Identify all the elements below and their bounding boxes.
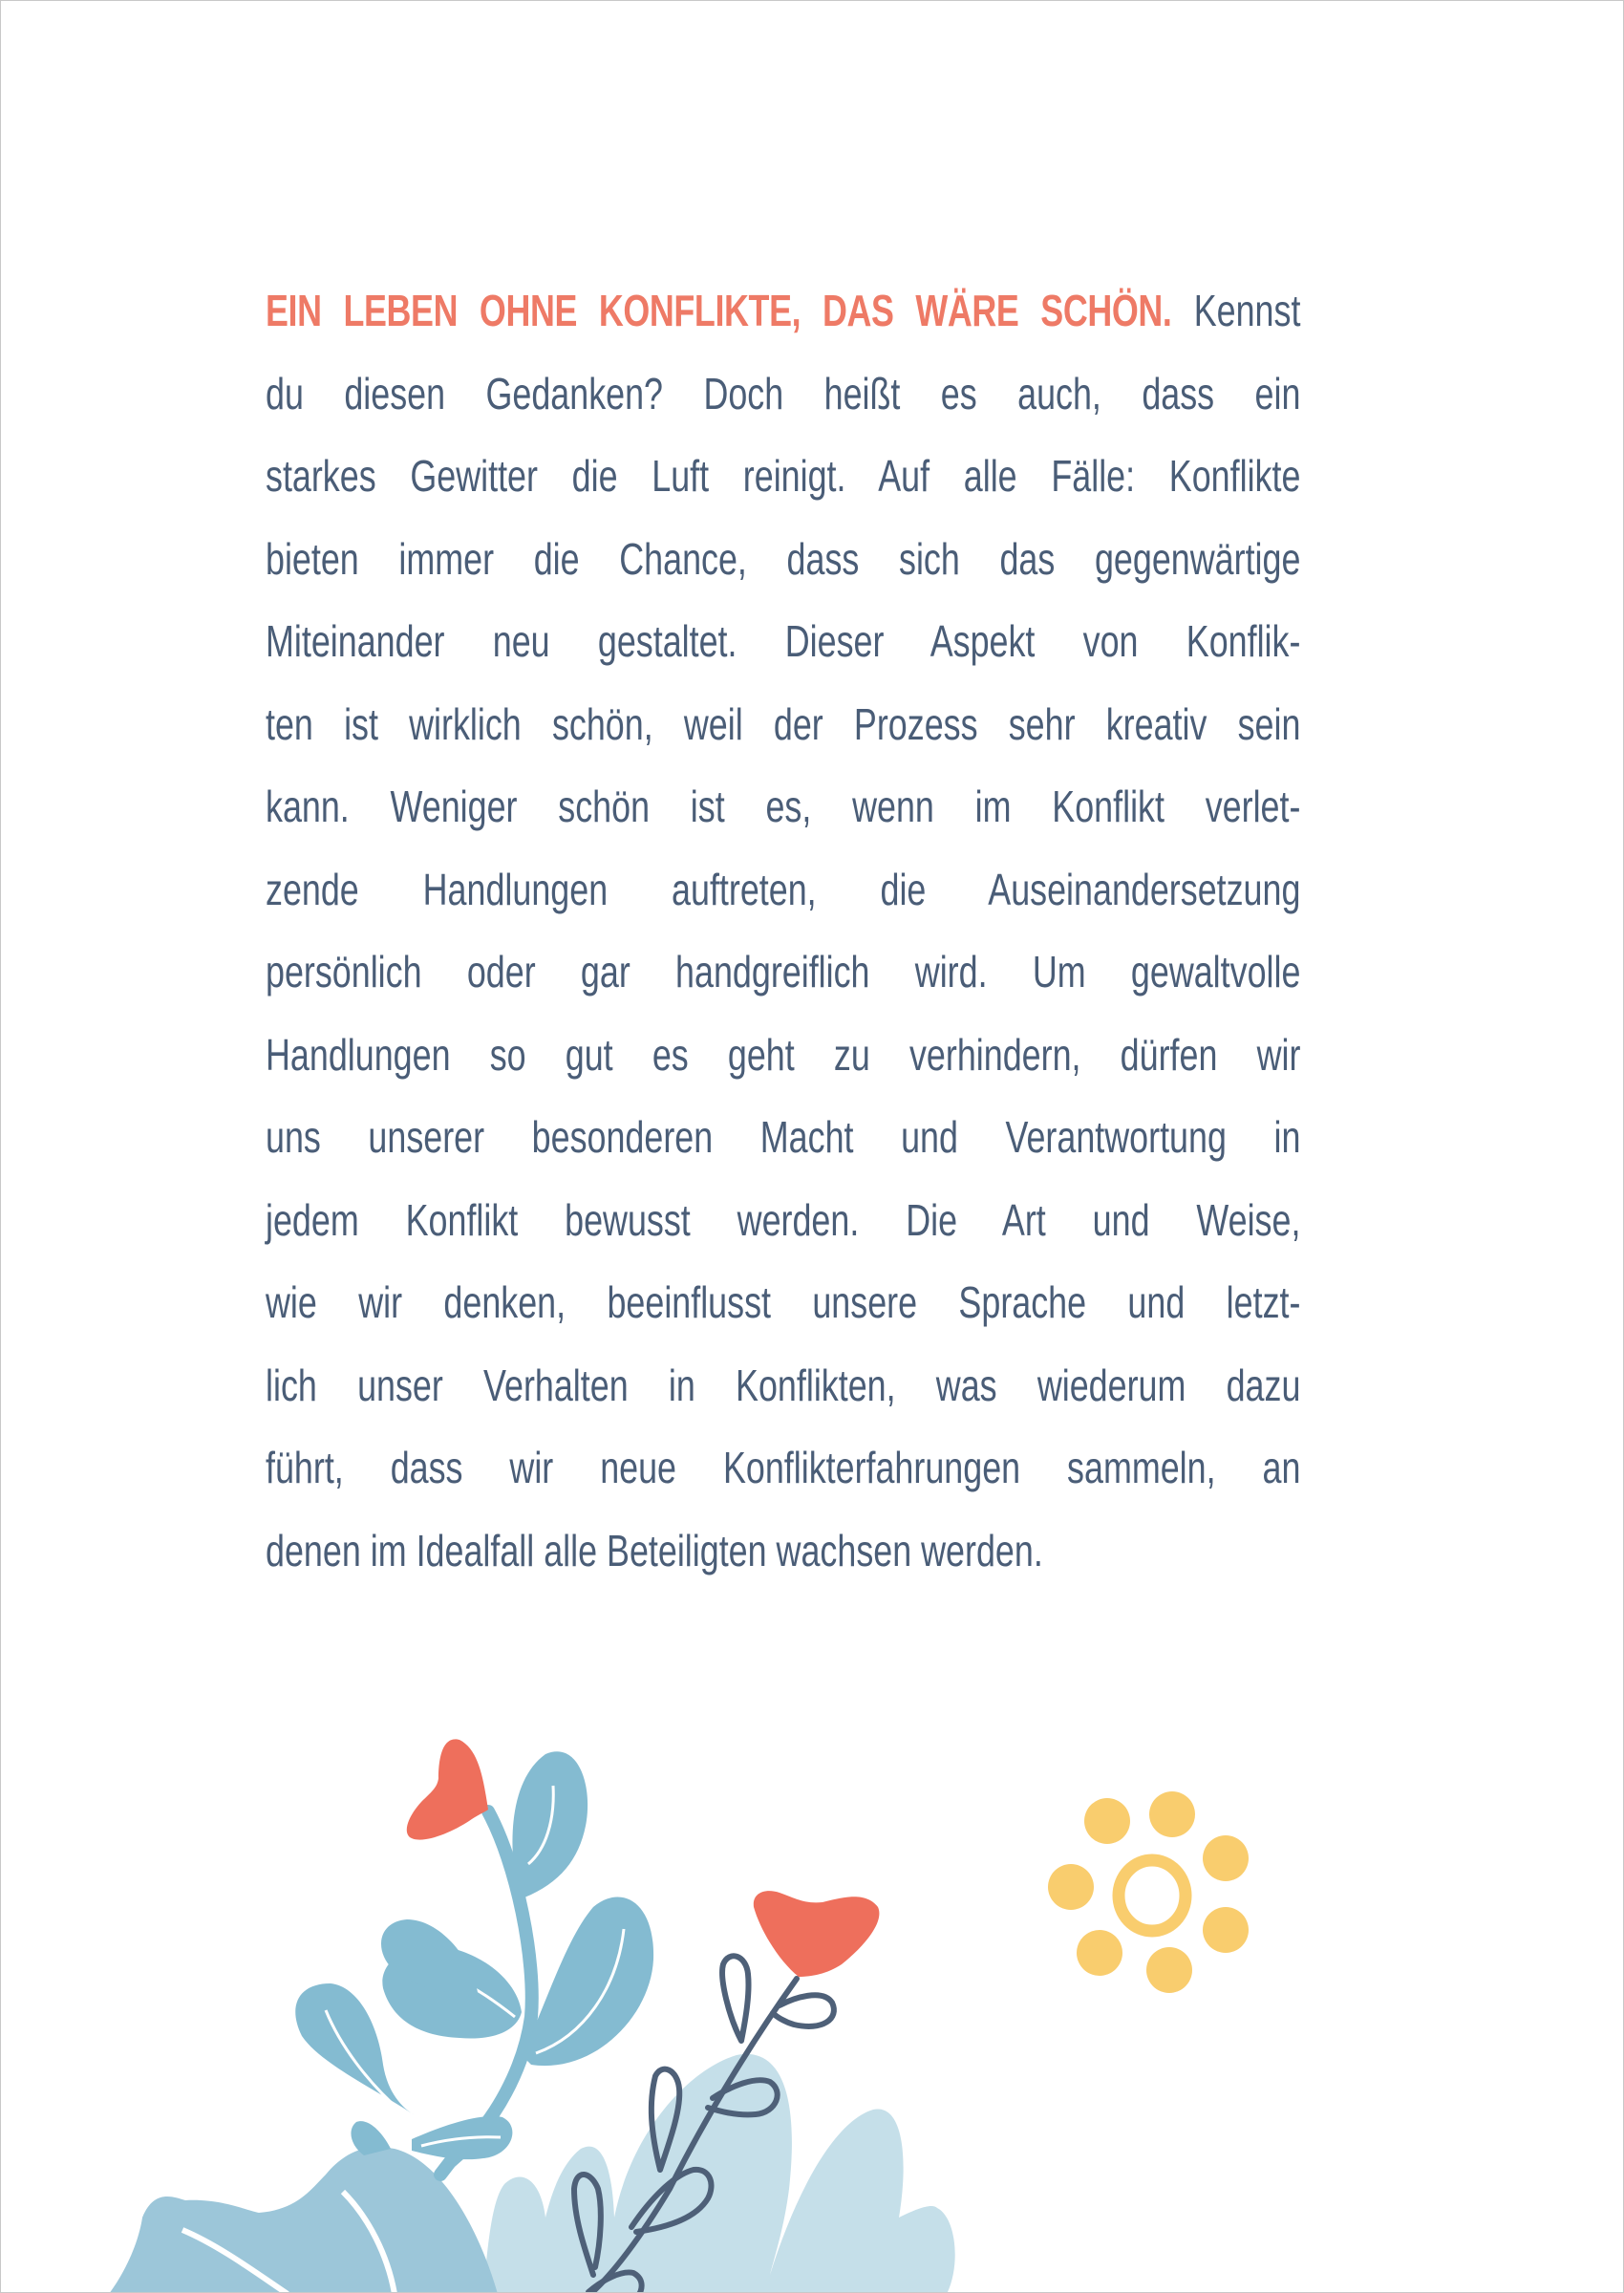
sun-dot	[1084, 1798, 1130, 1844]
text-line: jedem Konflikt bewusst werden. Die Art und Weise,	[266, 1195, 1301, 1245]
text-line-6	[266, 689, 1301, 749]
text-line-4	[266, 524, 1301, 584]
text-line: uns unserer besonderen Macht und Verantwortung in	[266, 1112, 1301, 1162]
sun-dot	[1146, 1947, 1192, 1993]
text-line: führt, dass wir neue Konflikterfahrungen sammeln, an	[266, 1443, 1301, 1492]
coral-flower-left	[407, 1739, 488, 1839]
leaf-small-right	[412, 2116, 512, 2159]
text-line-13	[266, 1267, 1301, 1327]
text-line-10	[266, 1019, 1301, 1080]
plant-stem	[440, 1811, 532, 2175]
text-line-8	[266, 854, 1301, 914]
text-line: denen im Idealfall alle Beteiligten wachsen werden.	[266, 1526, 1043, 1575]
text-line-5	[266, 606, 1301, 666]
text-line: persönlich oder gar handgreiflich wird. Um gewaltvolle	[266, 947, 1301, 996]
text-line: Miteinander neu gestaltet. Dieser Aspekt von Konflik-	[266, 616, 1301, 666]
text-line-12	[266, 1185, 1301, 1245]
sun-dot	[1048, 1864, 1094, 1910]
sun-dot	[1149, 1791, 1195, 1837]
text-line: wie wir denken, beeinflusst unsere Sprache und letzt-	[266, 1277, 1301, 1327]
text-line: lich unser Verhalten in Konflikten, was wiederum dazu	[266, 1361, 1301, 1410]
text-line-15	[266, 1432, 1301, 1492]
text-line: Handlungen so gut es geht zu verhindern, dürfen wir	[266, 1030, 1301, 1080]
leaf-top	[512, 1751, 588, 1897]
text-line-1	[266, 275, 1301, 335]
text-line: ten ist wirklich schön, weil der Prozess sehr kreativ sein	[266, 699, 1301, 749]
text-line-9	[266, 936, 1300, 994]
sun-dot	[1203, 1835, 1249, 1881]
bush-vein	[343, 2192, 395, 2293]
front-bush-shape	[109, 2147, 498, 2293]
sun-ornament	[1048, 1791, 1249, 1993]
text-line: kann. Weniger schön ist es, wenn im Konflikt verlet-	[266, 782, 1301, 831]
light-bush-shape	[483, 2054, 955, 2293]
text-line: zende Handlungen auftreten, die Auseinandersetzung	[266, 865, 1301, 914]
sun-dot	[1077, 1930, 1122, 1976]
text-line: du diesen Gedanken? Doch heißt es auch, dass ein	[266, 369, 1301, 418]
dark-branch	[574, 1956, 834, 2293]
text-line-11	[266, 1102, 1301, 1162]
text-line: starkes Gewitter die Luft reinigt. Auf alle Fälle: Konflikte	[266, 451, 1301, 501]
text-line-16	[266, 1515, 1300, 1573]
leaf-lower-left	[295, 1983, 415, 2115]
leaf-left	[382, 1945, 522, 2039]
leaf-small	[351, 2121, 391, 2155]
text-line-3	[266, 440, 1301, 501]
sun-ring	[1119, 1860, 1186, 1931]
text-line-7	[266, 771, 1301, 831]
leaf-right	[522, 1897, 653, 2066]
coral-flower-right	[754, 1891, 880, 1977]
leaf-mid	[381, 1919, 479, 1998]
text-line: bieten immer die Chance, dass sich das gegenwärtige	[266, 534, 1301, 584]
text-line-2	[266, 358, 1300, 416]
text-line: Kennst	[1193, 286, 1301, 335]
lead-in-heading: EIN LEBEN OHNE KONFLIKTE, DAS WÄRE SCHÖN.	[266, 286, 1172, 335]
text-line-14	[266, 1350, 1301, 1410]
bush-vein	[182, 2230, 288, 2293]
sun-dot	[1203, 1907, 1249, 1953]
